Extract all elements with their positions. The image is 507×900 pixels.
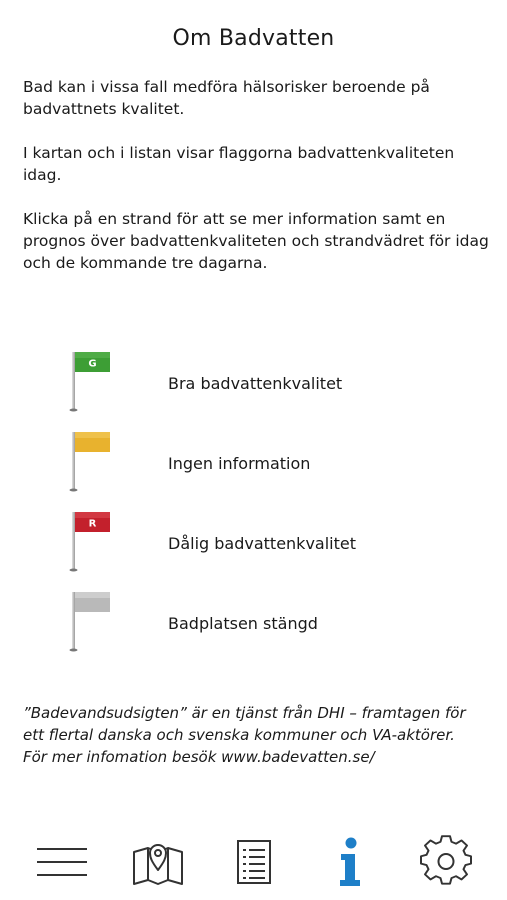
flag-letter: G bbox=[88, 358, 97, 370]
intro-paragraph-2: I kartan och i listan visar flaggorna badvattenkvaliteten idag. bbox=[23, 144, 455, 184]
tab-map[interactable] bbox=[128, 834, 188, 890]
bottom-tab-bar bbox=[0, 826, 507, 900]
tab-list[interactable] bbox=[224, 834, 284, 890]
footer-line-1: ”Badevandsudsigten” är en tjänst från DHI – framtagen för bbox=[23, 704, 466, 722]
page-title: Om Badvatten bbox=[172, 26, 335, 51]
green-flag-icon bbox=[66, 350, 116, 412]
info-icon bbox=[335, 836, 365, 888]
intro-paragraph-3: Klicka på en strand för att se mer information samt en prognos över badvattenkvaliteten och strandvädret för idag och de kommande tre dagarna. bbox=[23, 210, 489, 272]
gear-icon bbox=[419, 835, 473, 889]
intro-paragraph-1: Bad kan i vissa fall medföra hälsorisker beroende på badvattnets kvalitet. bbox=[23, 78, 430, 118]
yellow-flag-icon bbox=[66, 430, 116, 492]
legend-label: Bra badvattenkvalitet bbox=[168, 374, 343, 393]
grey-flag-icon bbox=[66, 590, 116, 652]
map-pin-icon bbox=[130, 836, 186, 888]
legend-item-closed bbox=[0, 590, 507, 660]
legend-item-no-info bbox=[0, 430, 507, 500]
legend-label: Dålig badvattenkvalitet bbox=[168, 534, 356, 553]
footer-line-3: För mer infomation besök www.badevatten.se/ bbox=[23, 748, 375, 766]
tab-info[interactable] bbox=[320, 834, 380, 890]
legend-label: Ingen information bbox=[168, 454, 311, 473]
legend-item-good bbox=[0, 350, 507, 420]
footer-line-2: ett flertal danska och svenska kommuner och VA-aktörer. bbox=[23, 726, 455, 744]
hamburger-menu-icon bbox=[35, 842, 89, 882]
intro-text bbox=[23, 76, 491, 296]
list-icon bbox=[232, 837, 276, 887]
legend-item-bad bbox=[0, 510, 507, 580]
red-flag-icon bbox=[66, 510, 116, 572]
flag-letter: R bbox=[88, 518, 97, 530]
legend-label: Badplatsen stängd bbox=[168, 614, 318, 633]
tab-menu[interactable] bbox=[32, 834, 92, 890]
tab-settings[interactable] bbox=[416, 834, 476, 890]
footer-note bbox=[23, 702, 493, 768]
